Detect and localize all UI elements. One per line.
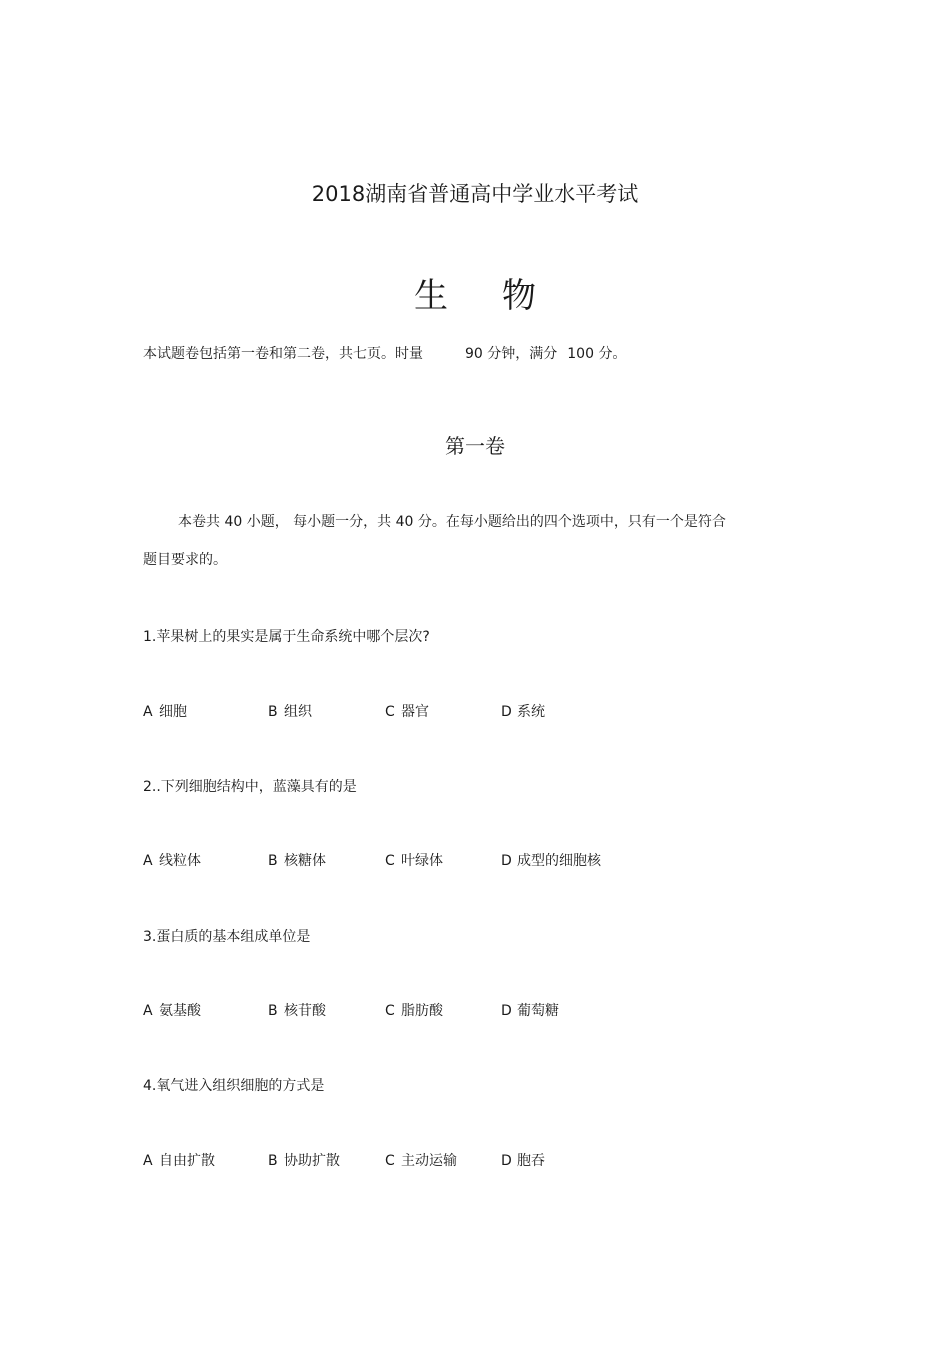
question-1-stem: 1.苹果树上的果实是属于生命系统中哪个层次? bbox=[143, 629, 430, 645]
question-4-stem: 4.氧气进入组织细胞的方式是 bbox=[143, 1078, 325, 1094]
intro-duration: 90 分钟，满分 bbox=[465, 346, 558, 362]
question-1-option-d: D 系统 bbox=[501, 704, 545, 720]
question-3-stem: 3.蛋白质的基本组成单位是 bbox=[143, 929, 311, 945]
question-4-option-a: A 自由扩散 bbox=[143, 1153, 215, 1169]
exam-intro bbox=[143, 343, 626, 363]
question-1-option-a: A 细胞 bbox=[143, 704, 187, 720]
question-2-option-d: D 成型的细胞核 bbox=[501, 853, 601, 869]
question-4-option-d: D 胞吞 bbox=[501, 1153, 545, 1169]
question-3-option-a: A 氨基酸 bbox=[143, 1003, 201, 1019]
intro-score: 100 分。 bbox=[567, 346, 627, 362]
question-1-option-c: C 器官 bbox=[385, 704, 429, 720]
section-title: 第一卷 bbox=[445, 434, 505, 458]
question-2-option-c: C 叶绿体 bbox=[385, 853, 443, 869]
question-2-option-a: A 线粒体 bbox=[143, 853, 201, 869]
question-3-option-b: B 核苷酸 bbox=[268, 1003, 326, 1019]
subject-title bbox=[0, 268, 950, 317]
question-4-option-b: B 协助扩散 bbox=[268, 1153, 340, 1169]
instructions-line-2: 题目要求的。 bbox=[143, 552, 227, 568]
question-4-option-c: C 主动运输 bbox=[385, 1153, 457, 1169]
subject-char-1: 生 bbox=[414, 276, 448, 316]
question-3-option-c: C 脂肪酸 bbox=[385, 1003, 443, 1019]
subject-char-2: 物 bbox=[502, 276, 536, 316]
intro-part-1: 本试题卷包括第一卷和第二卷，共七页。时量 bbox=[143, 346, 423, 362]
instructions-line-1: 本卷共 40 小题， 每小题一分，共 40 分。在每小题给出的四个选项中，只有一个是符合 bbox=[178, 514, 726, 530]
question-3-option-d: D 葡萄糖 bbox=[501, 1003, 559, 1019]
question-2-stem: 2..下列细胞结构中，蓝藻具有的是 bbox=[143, 779, 357, 795]
question-1-option-b: B 组织 bbox=[268, 704, 312, 720]
question-2-option-b: B 核糖体 bbox=[268, 853, 326, 869]
exam-title: 2018湖南省普通高中学业水平考试 bbox=[311, 182, 639, 206]
